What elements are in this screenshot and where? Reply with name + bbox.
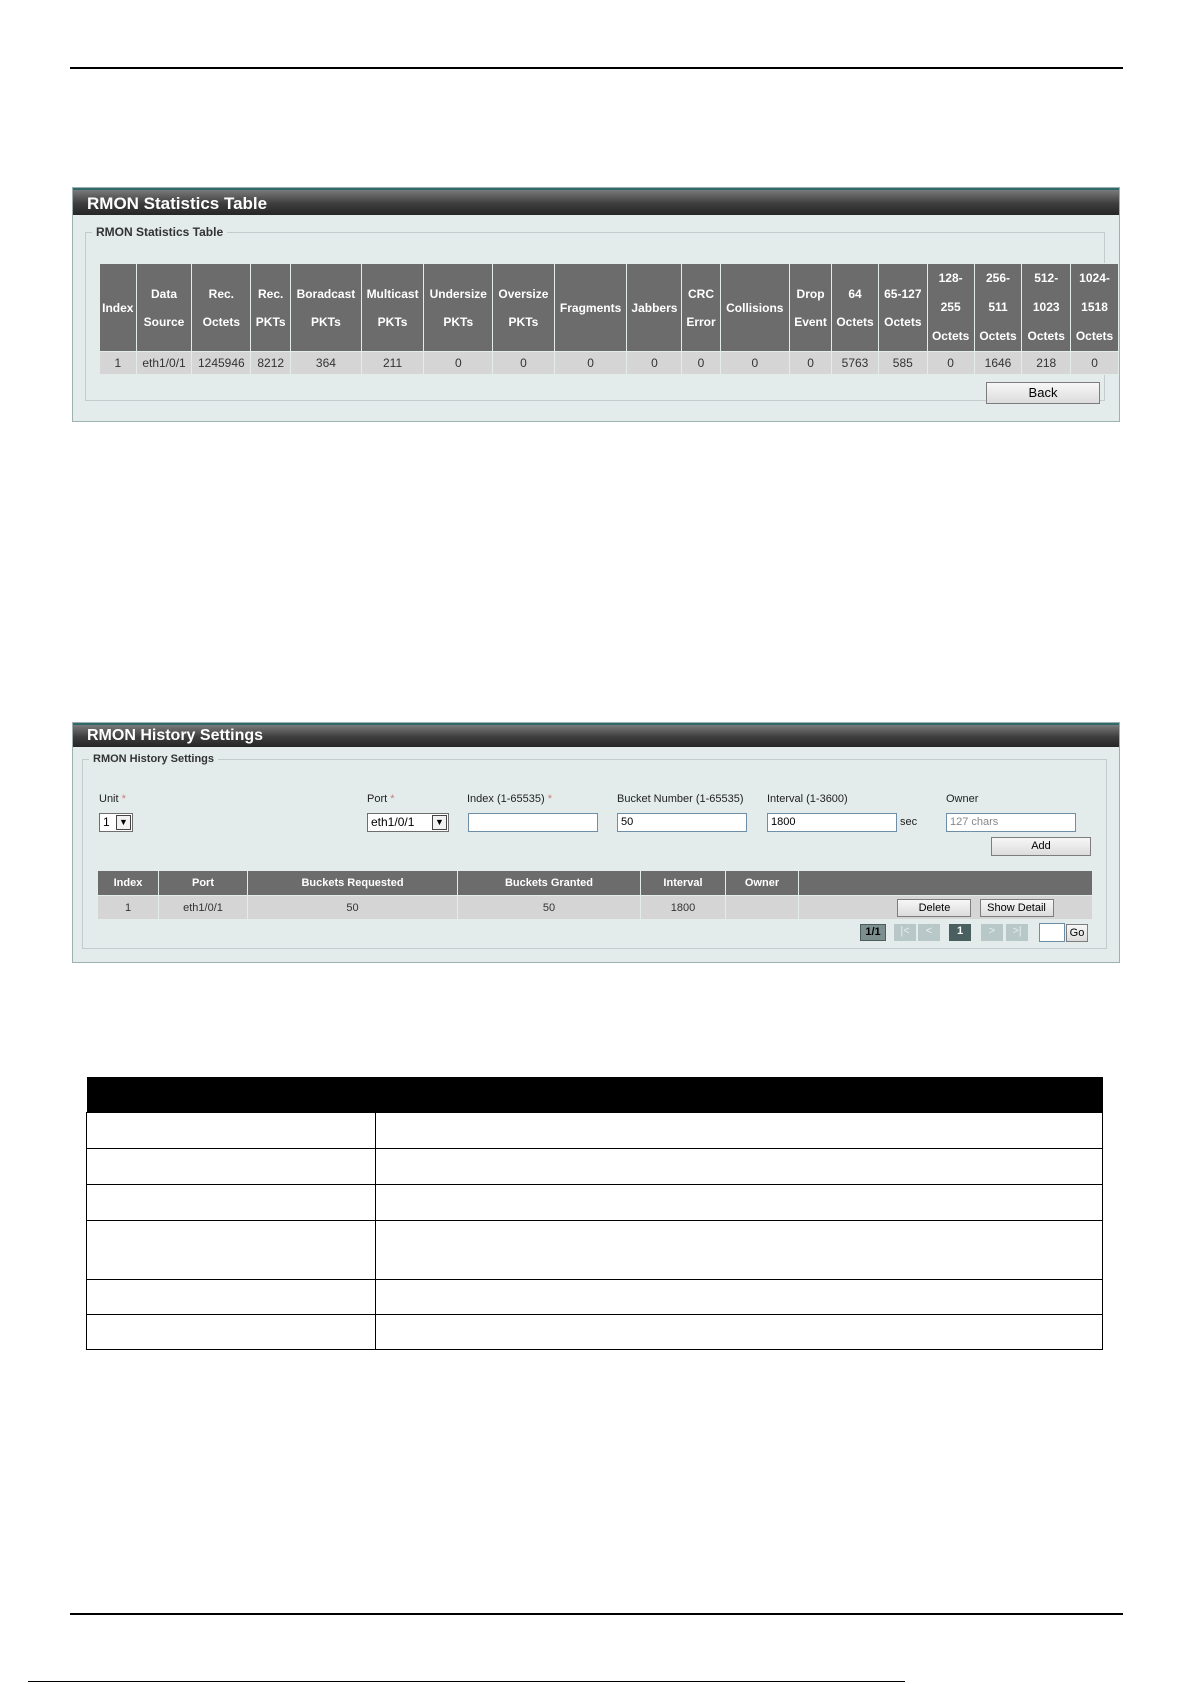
table-row [100,352,1119,375]
column-header-line: Fragments [559,300,622,315]
column-header-line: Octets [836,314,874,329]
column-header [682,264,720,352]
table-cell: 585 [878,352,927,375]
owner-input[interactable]: 127 chars [946,813,1076,832]
column-header-line: PKTs [377,314,408,329]
table-row [87,1280,1103,1315]
table-row [87,1149,1103,1185]
current-page-button[interactable]: 1 [949,924,971,941]
table-cell: eth1/0/1 [136,352,192,375]
table-cell: 0 [493,352,555,375]
rmon-history-panel [72,722,1120,963]
table-cell: 0 [627,352,682,375]
index-input[interactable] [468,813,598,832]
column-header [136,264,192,352]
column-header-line: 65-127 [884,286,922,301]
table-cell: 0 [927,352,974,375]
column-header-line: PKTs [443,314,474,329]
table-cell: 211 [361,352,424,375]
column-index: Index [98,871,159,896]
table-cell: 0 [554,352,627,375]
column-header-line: 255 [940,300,961,314]
add-button[interactable]: Add [991,837,1091,856]
page-number-input[interactable] [1039,923,1065,942]
cell-owner [726,896,799,920]
footer-rule [70,1613,1123,1615]
history-table [97,870,1093,948]
table-row [98,896,1093,920]
prev-page-button[interactable]: < [918,924,940,941]
column-header-line: 1023 [1032,300,1060,314]
panel-title: RMON Statistics Table [73,188,1119,215]
column-header-line: Octets [931,329,970,343]
column-header-line: Boradcast [296,286,356,301]
index-label: Index (1-65535) * [467,793,553,805]
column-header-line: Drop [796,286,825,301]
column-header-line: Data [151,286,178,301]
column-header-line: Multicast [366,286,419,301]
bucket-number-input[interactable]: 50 [617,813,747,832]
delete-button[interactable]: Delete [897,899,971,917]
column-header-line: Oversize [498,286,549,301]
cell-port: eth1/0/1 [159,896,248,920]
port-select[interactable]: eth1/0/1 ▼ [367,813,449,832]
rmon-statistics-panel [72,187,1120,422]
column-header [974,264,1022,352]
interval-unit: sec [900,816,918,828]
column-header-line: CRC [687,286,714,301]
chevron-down-icon: ▼ [116,815,131,830]
footer-rule-short [28,1681,905,1682]
column-header-line: Octets [1075,329,1114,343]
column-header [832,264,879,352]
column-header-line: Event [794,314,827,329]
interval-label: Interval (1-3600) [767,793,848,805]
back-button[interactable]: Back [986,382,1100,404]
interval-input[interactable]: 1800 [767,813,897,832]
column-header-line: 64 [848,286,862,301]
table-row [87,1113,1103,1149]
bucket-number-label: Bucket Number (1-65535) [617,793,744,805]
column-header-line: 1024- [1079,271,1110,285]
column-header-line: 512- [1034,271,1059,285]
header-rule [70,67,1123,69]
column-header [720,264,790,352]
column-actions [799,871,1093,896]
column-owner: Owner [726,871,799,896]
column-header-line: 256- [985,271,1010,285]
column-header-line: Octets [979,329,1017,343]
table-row [87,1221,1103,1280]
unit-label: Unit * [99,793,126,805]
column-header-line: Octets [1027,329,1065,343]
column-header-line: Rec. [258,286,284,301]
cell-granted: 50 [458,896,641,920]
column-header-line: Octets [202,314,241,329]
pagination-row [98,920,1093,948]
column-header-line: Octets [884,314,922,329]
next-page-button[interactable]: > [981,924,1003,941]
column-header-line: Error [686,314,716,329]
column-header-line: PKTs [311,314,341,329]
column-header-line: Source [143,314,185,329]
column-interval: Interval [641,871,726,896]
column-header [927,264,974,352]
column-header-line: Rec. [208,286,235,301]
column-header [554,264,627,352]
column-header-line: Jabbers [631,300,678,315]
column-header [493,264,555,352]
table-cell: 0 [424,352,493,375]
table-row [87,1315,1103,1350]
column-header [192,264,251,352]
table-header-row [87,1077,1103,1113]
column-header-line: 1518 [1081,300,1108,314]
owner-label: Owner [946,793,979,805]
first-page-button[interactable]: |< [894,924,916,941]
column-header-line: PKTs [255,314,286,329]
port-label: Port * [367,793,395,805]
go-button[interactable]: Go [1066,924,1088,942]
column-header-line: Index [102,300,134,315]
column-header-line: PKTs [508,314,539,329]
column-header-line: 511 [988,300,1008,314]
column-header-line: 128- [938,271,963,285]
table-cell: 5763 [832,352,879,375]
chevron-down-icon: ▼ [432,815,447,830]
column-header-line: Collisions [726,300,784,315]
column-header [627,264,682,352]
column-header [424,264,493,352]
table-cell: 8212 [251,352,291,375]
column-header [1071,264,1119,352]
table-cell: 0 [790,352,832,375]
column-header [1022,264,1071,352]
parameter-description-table [86,1077,1103,1350]
show-detail-button[interactable]: Show Detail [980,899,1054,917]
last-page-button[interactable]: >| [1006,924,1028,941]
column-header [251,264,291,352]
table-cell: 1 [100,352,137,375]
column-buckets-granted: Buckets Granted [458,871,641,896]
column-header [361,264,424,352]
column-header-line: Undersize [429,286,487,301]
column-buckets-requested: Buckets Requested [248,871,458,896]
cell-actions [799,896,1093,920]
column-header [790,264,832,352]
page-info: 1/1 [860,924,886,941]
panel-title: RMON History Settings [73,723,1119,747]
cell-requested: 50 [248,896,458,920]
table-cell: 0 [682,352,720,375]
cell-interval: 1800 [641,896,726,920]
column-header [291,264,362,352]
statistics-table [99,263,1119,375]
column-header [878,264,927,352]
table-cell: 0 [1071,352,1119,375]
column-header [100,264,137,352]
table-cell: 218 [1022,352,1071,375]
table-cell: 0 [720,352,790,375]
group-legend: RMON Statistics Table [96,225,224,239]
table-cell: 1646 [974,352,1022,375]
table-row [87,1185,1103,1221]
cell-index: 1 [98,896,159,920]
table-cell: 364 [291,352,362,375]
table-cell: 1245946 [192,352,251,375]
column-port: Port [159,871,248,896]
group-legend: RMON History Settings [93,753,215,765]
unit-select[interactable]: 1 ▼ [99,813,133,832]
